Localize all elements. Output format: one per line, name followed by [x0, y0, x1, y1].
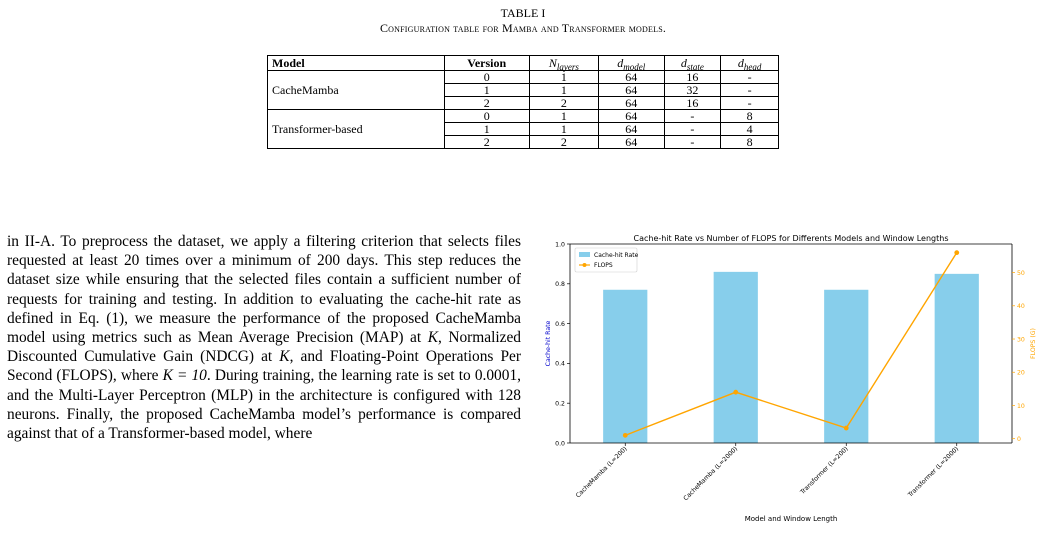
cell-version: 2: [444, 136, 529, 149]
line-flops: [625, 253, 957, 436]
cell-n-layers: 1: [529, 71, 598, 84]
cachehit-flops-chart: [536, 230, 1046, 552]
point-flops: [844, 426, 849, 431]
y-tick-label: 0.2: [555, 400, 565, 408]
y2-axis-label: FLOPS (G): [1030, 328, 1037, 359]
legend-swatch-cachehit: [579, 252, 590, 257]
group-label-transformer: Transformer-based: [268, 110, 445, 149]
cell-d-model: 64: [598, 110, 664, 123]
table-number: TABLE I: [500, 6, 546, 20]
y2-tick-label: 30: [1017, 336, 1025, 344]
cell-n-layers: 1: [529, 110, 598, 123]
header-d-state: $d_{state}$: [664, 56, 721, 71]
cell-d-model: 64: [598, 71, 664, 84]
y-tick-label: 0.8: [555, 281, 565, 289]
table-caption: Configuration table for Mamba and Transformer models.: [379, 21, 667, 35]
cell-n-layers: 2: [529, 97, 598, 110]
cell-d-model: 64: [598, 123, 664, 136]
x-tick-label: CacheMamba (L=2000): [682, 445, 740, 503]
inline-math: K = 10: [162, 367, 207, 385]
cell-d-state: 16: [664, 71, 721, 84]
cell-d-head: -: [721, 97, 779, 110]
y2-tick-label: 10: [1017, 402, 1025, 410]
cell-version: 0: [444, 110, 529, 123]
cell-d-state: 32: [664, 84, 721, 97]
cell-d-model: 64: [598, 136, 664, 149]
header-n-layers: $N_{layers}$: [529, 56, 598, 71]
x-tick-label: Transformer (L=200): [799, 445, 850, 496]
cell-n-layers: 1: [529, 84, 598, 97]
bar-cachehit-rate: [603, 290, 647, 443]
y2-tick-label: 40: [1017, 303, 1025, 311]
cell-d-head: -: [721, 84, 779, 97]
point-flops: [954, 250, 959, 255]
inline-math: K: [427, 329, 438, 347]
cell-n-layers: 1: [529, 123, 598, 136]
cell-d-state: -: [664, 136, 721, 149]
table-header-row: [268, 56, 779, 71]
bar-cachehit-rate: [714, 272, 758, 443]
cell-d-head: 4: [721, 123, 779, 136]
y-tick-label: 0.6: [555, 320, 565, 328]
y2-tick-label: 50: [1017, 269, 1025, 277]
x-tick-label: CacheMamba (L=200): [574, 445, 629, 500]
paragraph-text: in II-A. To preprocess the dataset, we apply a filtering criterion that selects files requested at least 20 times over a minimum of 200 days. This step reduces the dataset size while ensuring that the selected files contain a sufficient number of requests for training and testing. In addition to evaluating the cache-hit rate as defined in Eq. (1), we measure the performance of the proposed CacheMamba model using metrics such as Mean Average Precision (MAP) at K, Normalized Discounted Cumulative Gain (NDCG) at K, and Floating-Point Operations Per Second (FLOPS), where K = 10. During training, the learning rate is set to 0.0001, and the Multi-Layer Perceptron (MLP) in the architecture is configured with 128 neurons. Finally, the proposed CacheMamba model’s performance is compared against that of a Transformer-based model, where: [7, 233, 521, 443]
table-row: [268, 110, 779, 123]
header-model: Model: [268, 56, 445, 71]
header-d-model: $d_{model}$: [598, 56, 664, 71]
y-tick-label: 0.4: [555, 360, 565, 368]
cell-n-layers: 2: [529, 136, 598, 149]
inline-math: K: [279, 348, 290, 366]
legend-label-flops: FLOPS: [594, 262, 613, 269]
bar-cachehit-rate: [824, 290, 868, 443]
x-tick-label: Transformer (L=2000): [906, 445, 961, 499]
cell-d-state: 16: [664, 97, 721, 110]
y2-tick-label: 0: [1017, 435, 1021, 443]
cell-version: 1: [444, 123, 529, 136]
header-d-head: $d_{head}$: [721, 56, 779, 71]
bar-cachehit-rate: [935, 274, 979, 443]
header-version: Version: [444, 56, 529, 71]
cell-d-head: 8: [721, 136, 779, 149]
cell-version: 1: [444, 84, 529, 97]
cell-version: 0: [444, 71, 529, 84]
y-axis-label: Cache-hit Rate: [545, 320, 552, 367]
legend-label-cachehit: Cache-hit Rate: [594, 252, 639, 259]
point-flops: [623, 433, 628, 438]
cell-d-model: 64: [598, 97, 664, 110]
x-axis-label: Model and Window Length: [744, 515, 838, 523]
y2-tick-label: 20: [1017, 369, 1025, 377]
legend-swatch-flops-marker: [583, 263, 587, 267]
point-flops: [733, 390, 738, 395]
chart-title: Cache-hit Rate vs Number of FLOPS for Differents Models and Window Lengths: [633, 234, 949, 243]
y-tick-label: 0.0: [555, 440, 565, 448]
cell-d-head: 8: [721, 110, 779, 123]
cell-d-model: 64: [598, 84, 664, 97]
configuration-table: [267, 55, 779, 149]
cell-d-state: -: [664, 123, 721, 136]
group-label-cachemamba: CacheMamba: [268, 71, 445, 110]
cell-d-state: -: [664, 110, 721, 123]
inline-math: 0.0001: [474, 367, 518, 385]
cell-version: 2: [444, 97, 529, 110]
chart-svg: [536, 230, 1046, 552]
body-paragraph: [7, 232, 521, 443]
table-row: [268, 71, 779, 84]
cell-d-head: -: [721, 71, 779, 84]
y-tick-label: 1.0: [555, 241, 565, 249]
